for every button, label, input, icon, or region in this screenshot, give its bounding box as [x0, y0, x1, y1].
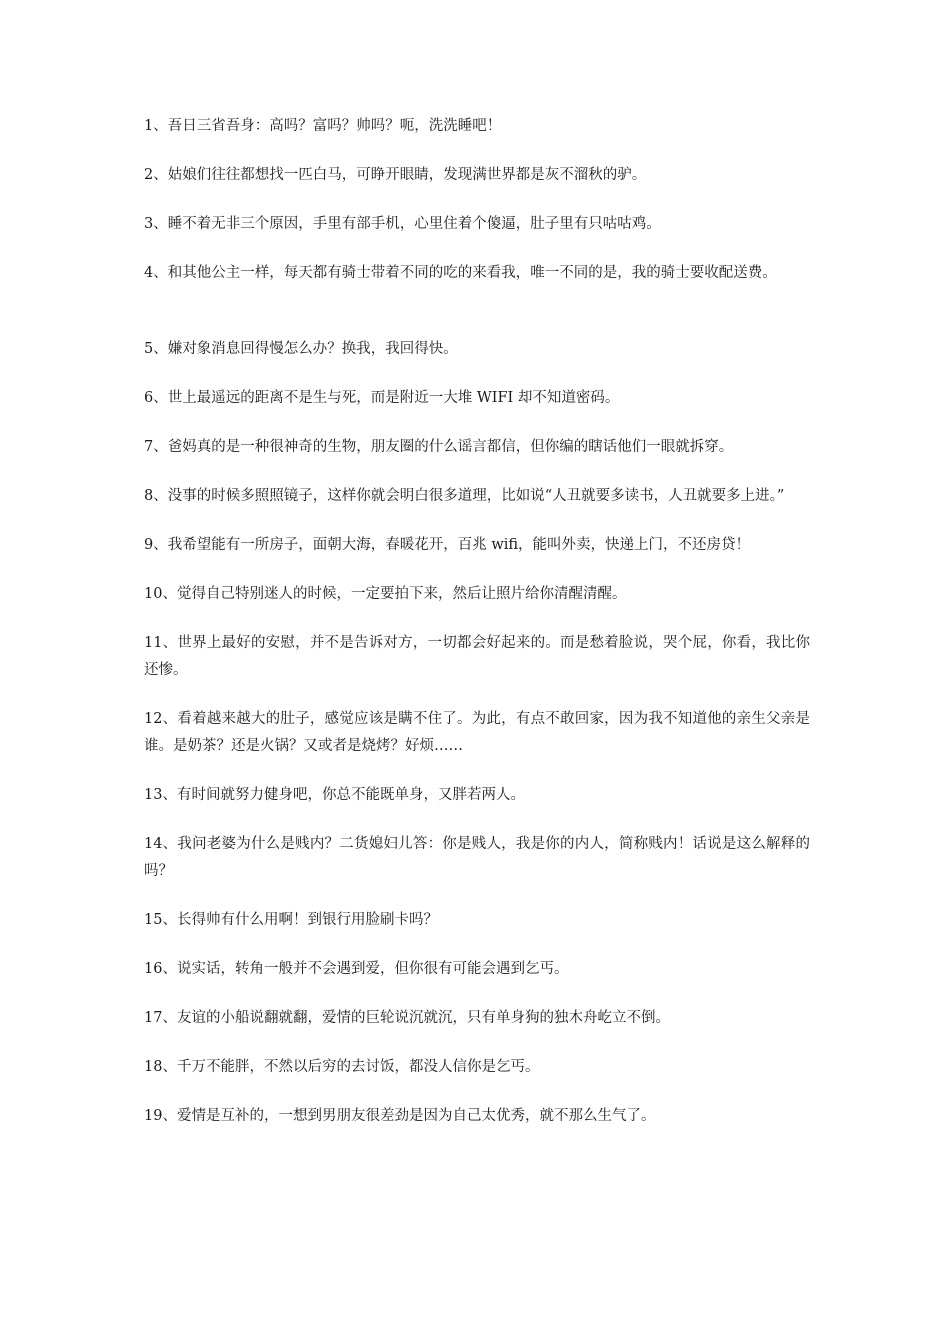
- paragraph-8: 8、没事的时候多照照镜子，这样你就会明白很多道理，比如说“人丑就要多读书，人丑就要多上进。”: [144, 488, 785, 504]
- paragraph-18: 18、千万不能胖，不然以后穷的去讨饭，都没人信你是乞丐。: [144, 1059, 540, 1075]
- paragraph-2: 2、姑娘们往往都想找一匹白马，可睁开眼睛，发现满世界都是灰不溜秋的驴。: [144, 167, 647, 183]
- paragraph-4: 4、和其他公主一样，每天都有骑士带着不同的吃的来看我，唯一不同的是，我的骑士要收配送费。: [144, 265, 777, 281]
- paragraph-11: 11、世界上最好的安慰，并不是告诉对方，一切都会好起来的。而是愁着脸说，哭个屁，你看，我比你还惨。: [144, 635, 810, 678]
- paragraph-10: 10、觉得自己特别迷人的时候，一定要拍下来，然后让照片给你清醒清醒。: [144, 586, 627, 602]
- paragraph-16: 16、说实话，转角一般并不会遇到爱，但你很有可能会遇到乞丐。: [144, 961, 569, 977]
- paragraph-17: 17、友谊的小船说翻就翻，爱情的巨轮说沉就沉，只有单身狗的独木舟屹立不倒。: [144, 1010, 670, 1026]
- paragraph-19: 19、爱情是互补的，一想到男朋友很差劲是因为自己太优秀，就不那么生气了。: [144, 1108, 656, 1124]
- paragraph-12: 12、看着越来越大的肚子，感觉应该是瞒不住了。为此，有点不敢回家，因为我不知道他的亲生父亲是谁。是奶茶？还是火锅？又或者是烧烤？好烦……: [144, 711, 810, 754]
- paragraph-5: 5、嫌对象消息回得慢怎么办？换我，我回得快。: [144, 341, 458, 357]
- paragraph-3: 3、睡不着无非三个原因，手里有部手机，心里住着个傻逼，肚子里有只咕咕鸡。: [144, 216, 661, 232]
- paragraph-6: 6、世上最遥远的距离不是生与死，而是附近一大堆 WIFI 却不知道密码。: [144, 390, 620, 406]
- document-body: [144, 113, 810, 1152]
- paragraph-7: 7、爸妈真的是一种很神奇的生物，朋友圈的什么谣言都信，但你编的瞎话他们一眼就拆穿。: [144, 439, 734, 455]
- paragraph-14: 14、我问老婆为什么是贱内？二货媳妇儿答：你是贱人，我是你的内人，简称贱内！话说是这么解释的吗？: [144, 836, 810, 879]
- paragraph-1: 1、吾日三省吾身：高吗？富吗？帅吗？呃，洗洗睡吧！: [144, 118, 502, 134]
- paragraph-9: 9、我希望能有一所房子，面朝大海，春暖花开，百兆 wifi，能叫外卖，快递上门，不还房贷！: [144, 537, 751, 553]
- paragraph-13: 13、有时间就努力健身吧，你总不能既单身，又胖若两人。: [144, 787, 525, 803]
- paragraph-15: 15、长得帅有什么用啊！到银行用脸刷卡吗？: [144, 912, 438, 928]
